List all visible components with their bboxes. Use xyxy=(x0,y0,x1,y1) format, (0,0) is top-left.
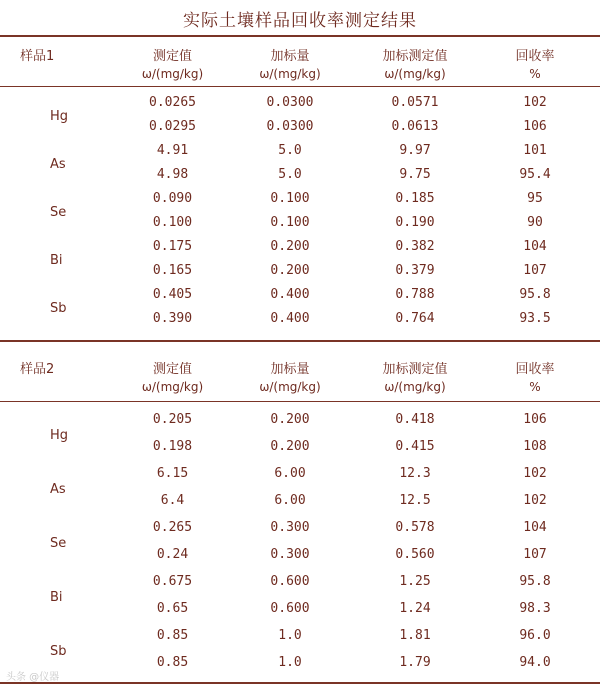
header-measured-unit: ω/(mg/kg) xyxy=(141,67,204,81)
recovery-cell: 107 xyxy=(523,263,547,278)
recovery-cell: 106 xyxy=(523,412,547,427)
header2-recovery-unit: % xyxy=(529,380,541,394)
measured-cell: 0.165 xyxy=(152,263,193,278)
recovery-cell: 106 xyxy=(523,119,547,134)
measured-cell: 0.85 xyxy=(156,628,189,643)
header-recovery-label: 回收率 xyxy=(515,49,555,64)
spiked-measured-cell: 9.75 xyxy=(399,167,431,182)
measured-cell: 0.0295 xyxy=(149,119,196,134)
spiked-measured-cell: 0.379 xyxy=(395,263,435,278)
measured-cell: 0.85 xyxy=(156,655,189,670)
header2-spike xyxy=(235,358,345,394)
header-spike-label: 加标量 xyxy=(270,49,310,64)
spike-cell: 5.0 xyxy=(278,167,302,182)
spiked-measured-cell: 1.81 xyxy=(399,628,431,643)
header-spiked-measured-unit: ω/(mg/kg) xyxy=(384,67,446,81)
section-rule xyxy=(0,340,600,342)
header-spiked-measured xyxy=(345,45,485,81)
recovery-cell: 94.0 xyxy=(519,655,551,670)
spike-cell: 6.00 xyxy=(274,493,306,508)
element-label: As xyxy=(50,157,66,172)
spike-cell: 0.200 xyxy=(270,439,310,454)
recovery-cell: 95.8 xyxy=(519,574,551,589)
element-label: Se xyxy=(50,535,67,551)
spiked-measured-cell: 0.0571 xyxy=(391,95,439,110)
element-label: Bi xyxy=(50,253,63,268)
recovery-cell: 102 xyxy=(523,466,547,481)
spike-cell: 6.00 xyxy=(274,466,306,481)
spiked-measured-cell: 0.578 xyxy=(395,520,435,535)
spike-cell: 0.400 xyxy=(270,287,310,302)
measured-cell: 4.98 xyxy=(156,167,189,182)
spike-cell: 0.400 xyxy=(270,311,310,326)
spike-cell: 0.200 xyxy=(270,412,310,427)
recovery-cell: 95.4 xyxy=(519,167,551,182)
spike-cell: 1.0 xyxy=(278,628,302,643)
header2-rule xyxy=(0,401,600,402)
header2-spiked-measured-label: 加标测定值 xyxy=(382,362,448,377)
table-title: 实际土壤样品回收率测定结果 xyxy=(183,11,417,31)
header2-spike-unit: ω/(mg/kg) xyxy=(259,380,321,394)
spike-cell: 0.0300 xyxy=(266,95,314,110)
measured-cell: 0.100 xyxy=(152,215,193,230)
bottom-rule xyxy=(0,682,600,684)
spike-cell: 0.100 xyxy=(270,191,310,206)
element-label: As xyxy=(50,481,66,497)
element-label: Bi xyxy=(50,589,63,605)
recovery-cell: 95 xyxy=(527,191,543,206)
spike-cell: 0.100 xyxy=(270,215,310,230)
element-label: Sb xyxy=(50,643,67,659)
header2-spiked-measured-unit: ω/(mg/kg) xyxy=(384,380,446,394)
header2-spiked-measured xyxy=(345,358,485,394)
recovery-cell: 95.8 xyxy=(519,287,551,302)
recovery-cell: 104 xyxy=(523,520,547,535)
spike-cell: 0.0300 xyxy=(266,119,314,134)
spiked-measured-cell: 0.560 xyxy=(395,547,435,562)
measured-cell: 0.405 xyxy=(152,287,193,302)
spike-cell: 0.200 xyxy=(270,263,310,278)
header2-measured xyxy=(110,358,235,394)
element-label: Sb xyxy=(50,301,67,316)
element-label: Hg xyxy=(50,427,69,443)
measured-cell: 0.675 xyxy=(152,574,193,589)
header2-spike-label: 加标量 xyxy=(270,362,310,377)
spiked-measured-cell: 0.418 xyxy=(395,412,435,427)
header-spike-unit: ω/(mg/kg) xyxy=(259,67,321,81)
watermark: 头条 @仪器 xyxy=(6,672,60,683)
header1-rule xyxy=(0,86,600,87)
header2-measured-unit: ω/(mg/kg) xyxy=(141,380,204,394)
spiked-measured-cell: 0.0613 xyxy=(391,119,439,134)
measured-cell: 0.24 xyxy=(156,547,189,562)
spike-cell: 1.0 xyxy=(278,655,302,670)
spike-cell: 5.0 xyxy=(278,143,302,158)
measured-cell: 0.198 xyxy=(152,439,193,454)
spike-cell: 0.600 xyxy=(270,574,310,589)
header-recovery-unit: % xyxy=(529,67,541,81)
recovery-cell: 107 xyxy=(523,547,547,562)
spiked-measured-cell: 1.24 xyxy=(399,601,431,616)
recovery-cell: 90 xyxy=(527,215,543,230)
measured-cell: 0.0265 xyxy=(149,95,196,110)
recovery-cell: 102 xyxy=(523,95,547,110)
spike-cell: 0.600 xyxy=(270,601,310,616)
recovery-cell: 102 xyxy=(523,493,547,508)
recovery-cell: 93.5 xyxy=(519,311,551,326)
measured-cell: 0.65 xyxy=(156,601,189,616)
measured-cell: 0.205 xyxy=(152,412,193,427)
element-label: Se xyxy=(50,205,67,220)
header-spike xyxy=(235,45,345,81)
sample2-label: 样品2 xyxy=(20,362,55,377)
measured-cell: 6.15 xyxy=(156,466,189,481)
spiked-measured-cell: 0.788 xyxy=(395,287,435,302)
header-recovery xyxy=(485,45,585,81)
spiked-measured-cell: 12.3 xyxy=(399,466,431,481)
measured-cell: 4.91 xyxy=(156,143,189,158)
spike-cell: 0.300 xyxy=(270,547,310,562)
recovery-cell: 108 xyxy=(523,439,547,454)
recovery-cell: 96.0 xyxy=(519,628,551,643)
spiked-measured-cell: 1.25 xyxy=(399,574,431,589)
spiked-measured-cell: 12.5 xyxy=(399,493,431,508)
header-measured-label: 测定值 xyxy=(152,49,192,64)
spiked-measured-cell: 0.415 xyxy=(395,439,435,454)
measured-cell: 0.175 xyxy=(152,239,193,254)
spiked-measured-cell: 1.79 xyxy=(399,655,431,670)
measured-cell: 6.4 xyxy=(160,493,185,508)
header-measured xyxy=(110,45,235,81)
recovery-cell: 98.3 xyxy=(519,601,551,616)
spike-cell: 0.300 xyxy=(270,520,310,535)
header2-recovery-label: 回收率 xyxy=(515,362,555,377)
header2-recovery xyxy=(485,358,585,394)
measured-cell: 0.090 xyxy=(152,191,193,206)
spiked-measured-cell: 0.190 xyxy=(395,215,435,230)
spiked-measured-cell: 9.97 xyxy=(399,143,431,158)
sample1-label: 样品1 xyxy=(20,49,55,64)
recovery-cell: 101 xyxy=(523,143,547,158)
top-rule xyxy=(0,35,600,37)
measured-cell: 0.390 xyxy=(152,311,193,326)
measured-cell: 0.265 xyxy=(152,520,193,535)
spiked-measured-cell: 0.185 xyxy=(395,191,435,206)
spiked-measured-cell: 0.382 xyxy=(395,239,435,254)
element-label: Hg xyxy=(50,109,69,124)
spike-cell: 0.200 xyxy=(270,239,310,254)
header2-measured-label: 测定值 xyxy=(152,362,192,377)
recovery-cell: 104 xyxy=(523,239,547,254)
spiked-measured-cell: 0.764 xyxy=(395,311,435,326)
header-spiked-measured-label: 加标测定值 xyxy=(382,49,448,64)
